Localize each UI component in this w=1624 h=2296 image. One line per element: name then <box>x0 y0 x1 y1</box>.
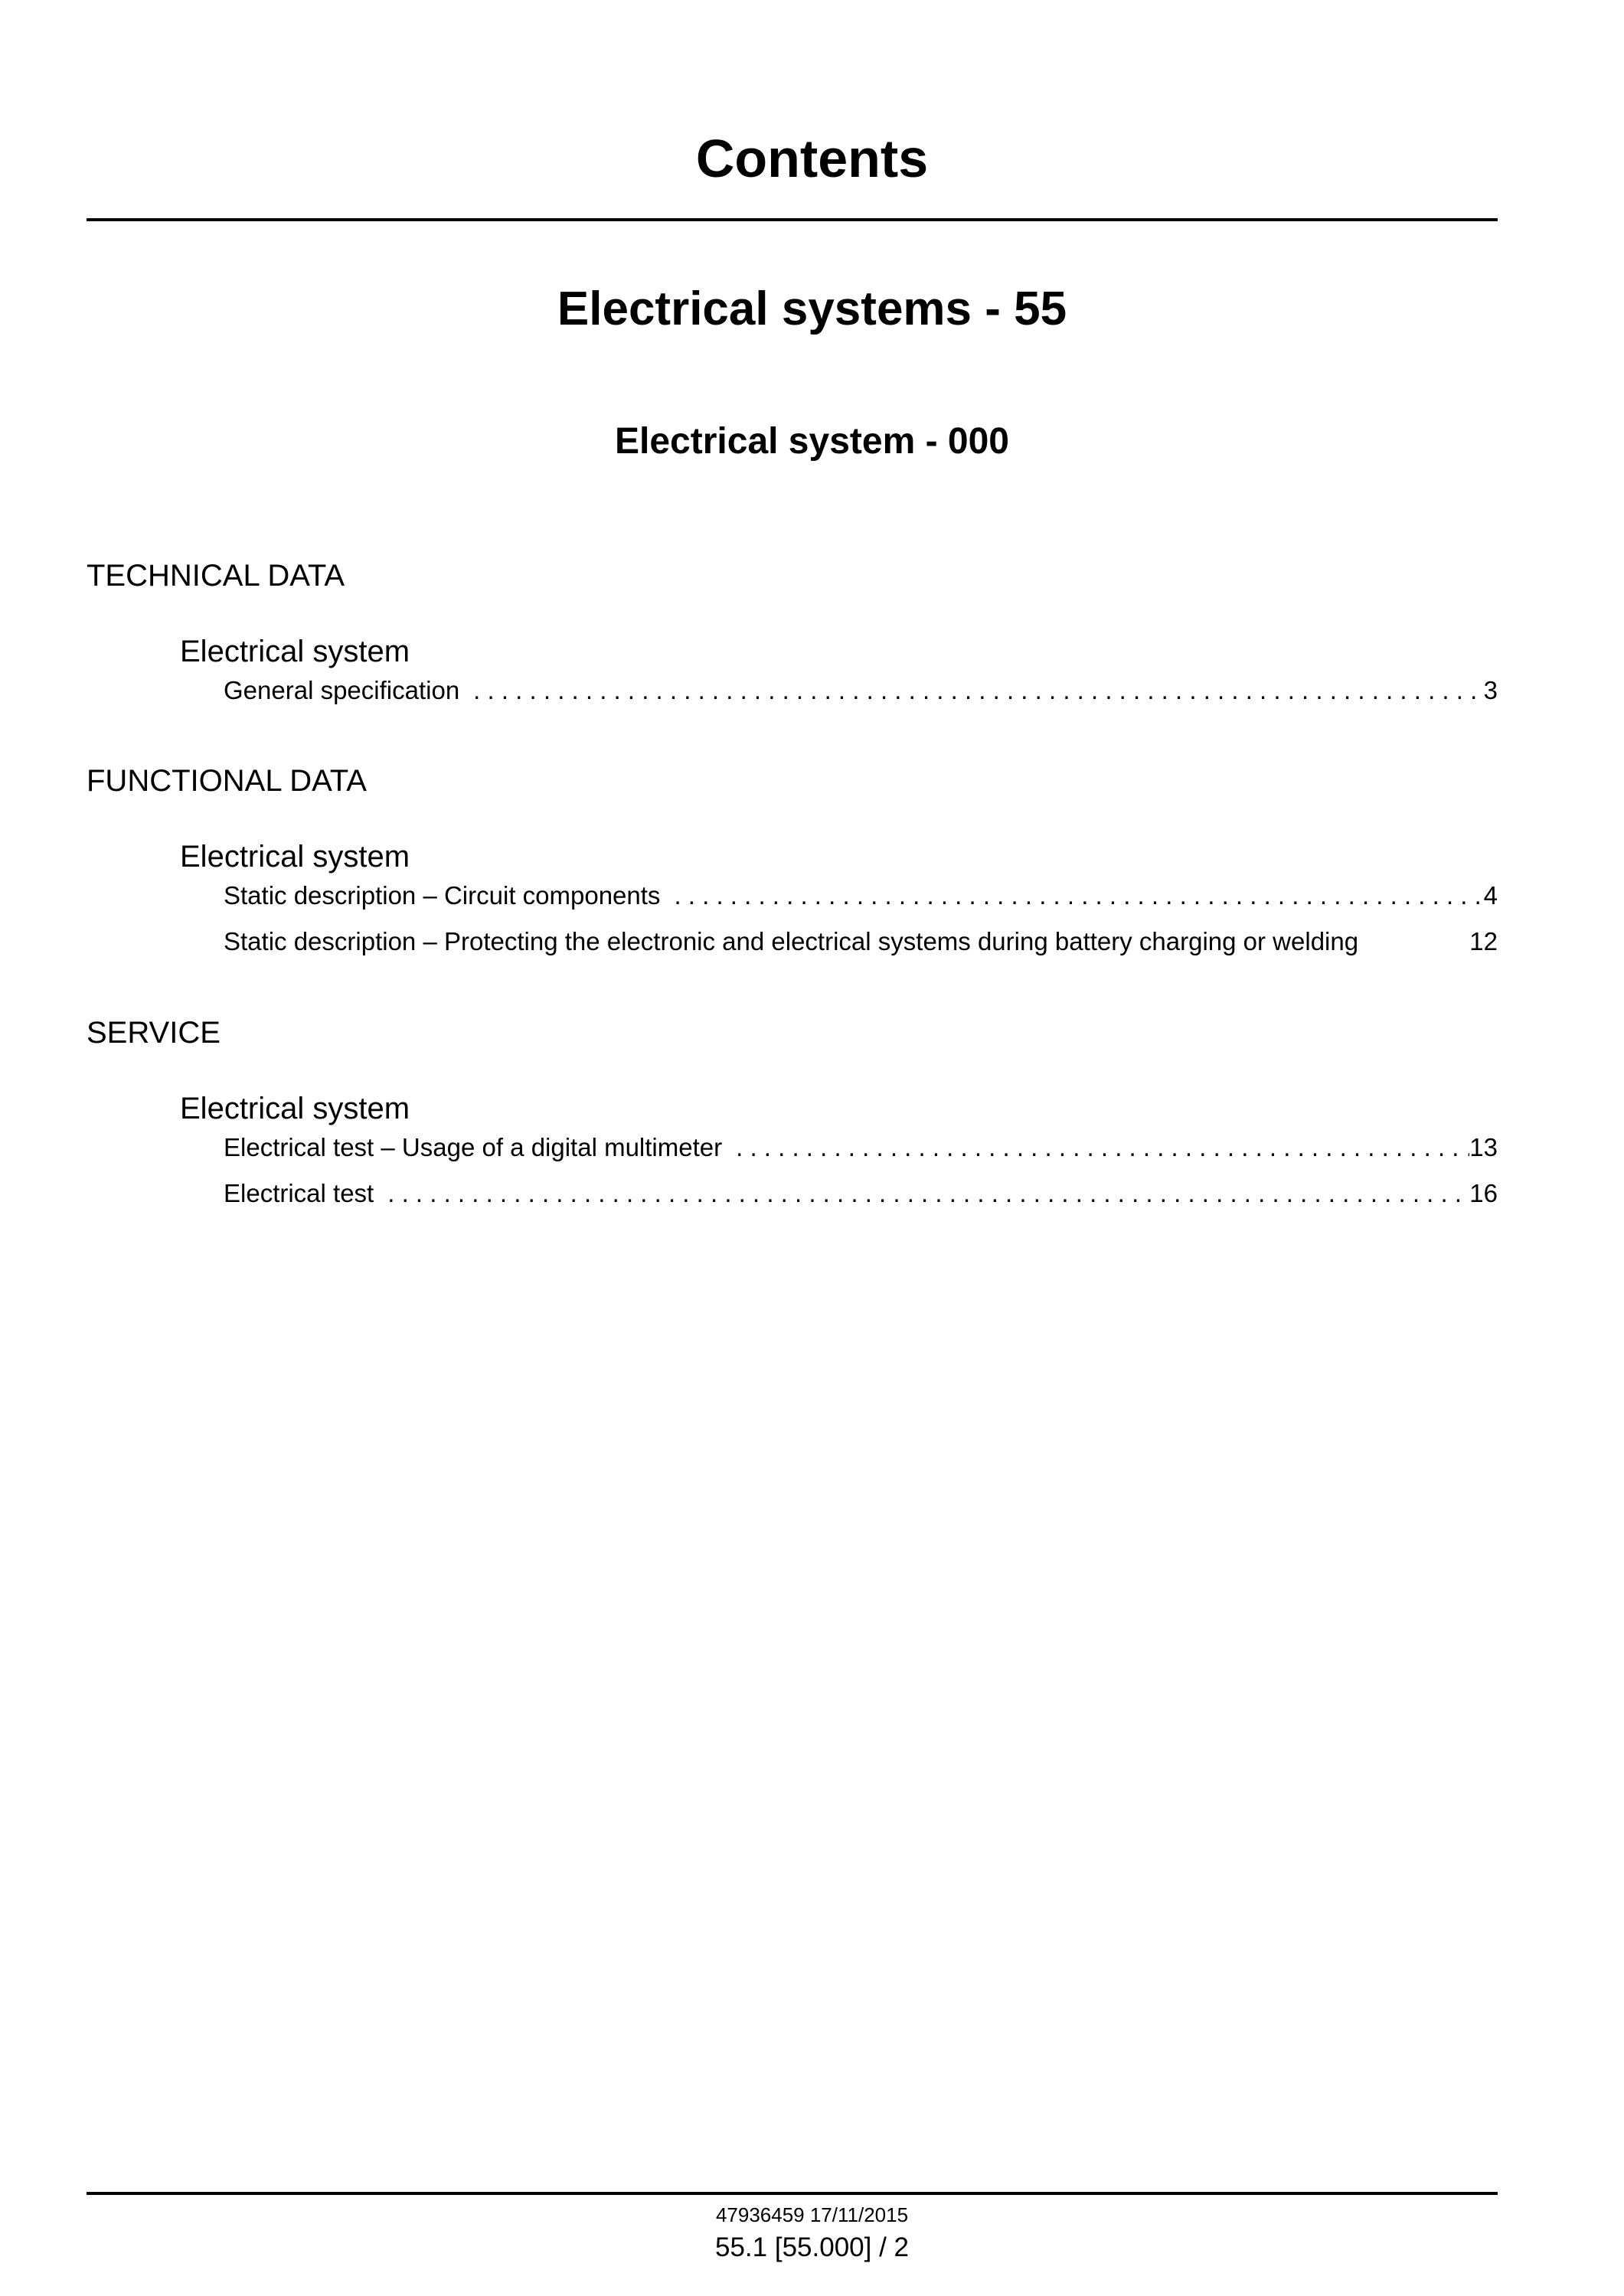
chapter-title: Electrical systems - 55 <box>557 283 1067 335</box>
title-divider <box>87 218 1498 221</box>
toc-entry-page[interactable]: 12 <box>1469 927 1498 955</box>
toc-entry-label[interactable]: Static description – Protecting the electronic and electrical systems during battery charging or welding <box>224 927 1359 955</box>
toc-entry-label[interactable]: General specification <box>224 676 460 704</box>
group-heading-functional-data: FUNCTIONAL DATA <box>87 764 367 798</box>
footer-document-id: 47936459 17/11/2015 <box>715 2203 909 2226</box>
toc-entry-label[interactable]: Electrical test <box>224 1179 374 1207</box>
toc-entry-page[interactable]: 16 <box>1469 1179 1498 1207</box>
toc-entry-page[interactable]: 3 <box>1483 676 1498 704</box>
toc-leader-dots <box>374 1179 1469 1208</box>
toc-entry-page[interactable]: 13 <box>1469 1133 1498 1161</box>
group-heading-service: SERVICE <box>87 1016 221 1050</box>
toc-entry-digital-multimeter[interactable] <box>224 1133 1498 1162</box>
section-title: Electrical system - 000 <box>615 421 1009 462</box>
toc-entry-label[interactable]: Electrical test – Usage of a digital multimeter <box>224 1133 723 1161</box>
subheading-service-electrical-system: Electrical system <box>180 1092 410 1125</box>
footer-page-reference: 55.1 [55.000] / 2 <box>715 2232 909 2262</box>
subheading-technical-electrical-system: Electrical system <box>180 635 410 668</box>
subheading-functional-electrical-system: Electrical system <box>180 840 410 874</box>
footer-divider <box>87 2192 1498 2195</box>
group-heading-technical-data: TECHNICAL DATA <box>87 559 345 593</box>
toc-entry-circuit-components[interactable] <box>224 881 1498 910</box>
toc-entry-page[interactable]: 4 <box>1483 881 1498 910</box>
toc-entry-protecting-systems[interactable] <box>224 927 1498 956</box>
toc-entry-general-specification[interactable] <box>224 676 1498 705</box>
toc-leader-dots <box>660 881 1483 910</box>
toc-leader-dots <box>459 676 1483 705</box>
toc-leader-dots <box>722 1133 1469 1162</box>
toc-entry-label[interactable]: Static description – Circuit components <box>224 881 661 910</box>
page-title: Contents <box>695 129 929 188</box>
toc-entry-electrical-test[interactable] <box>224 1179 1498 1208</box>
